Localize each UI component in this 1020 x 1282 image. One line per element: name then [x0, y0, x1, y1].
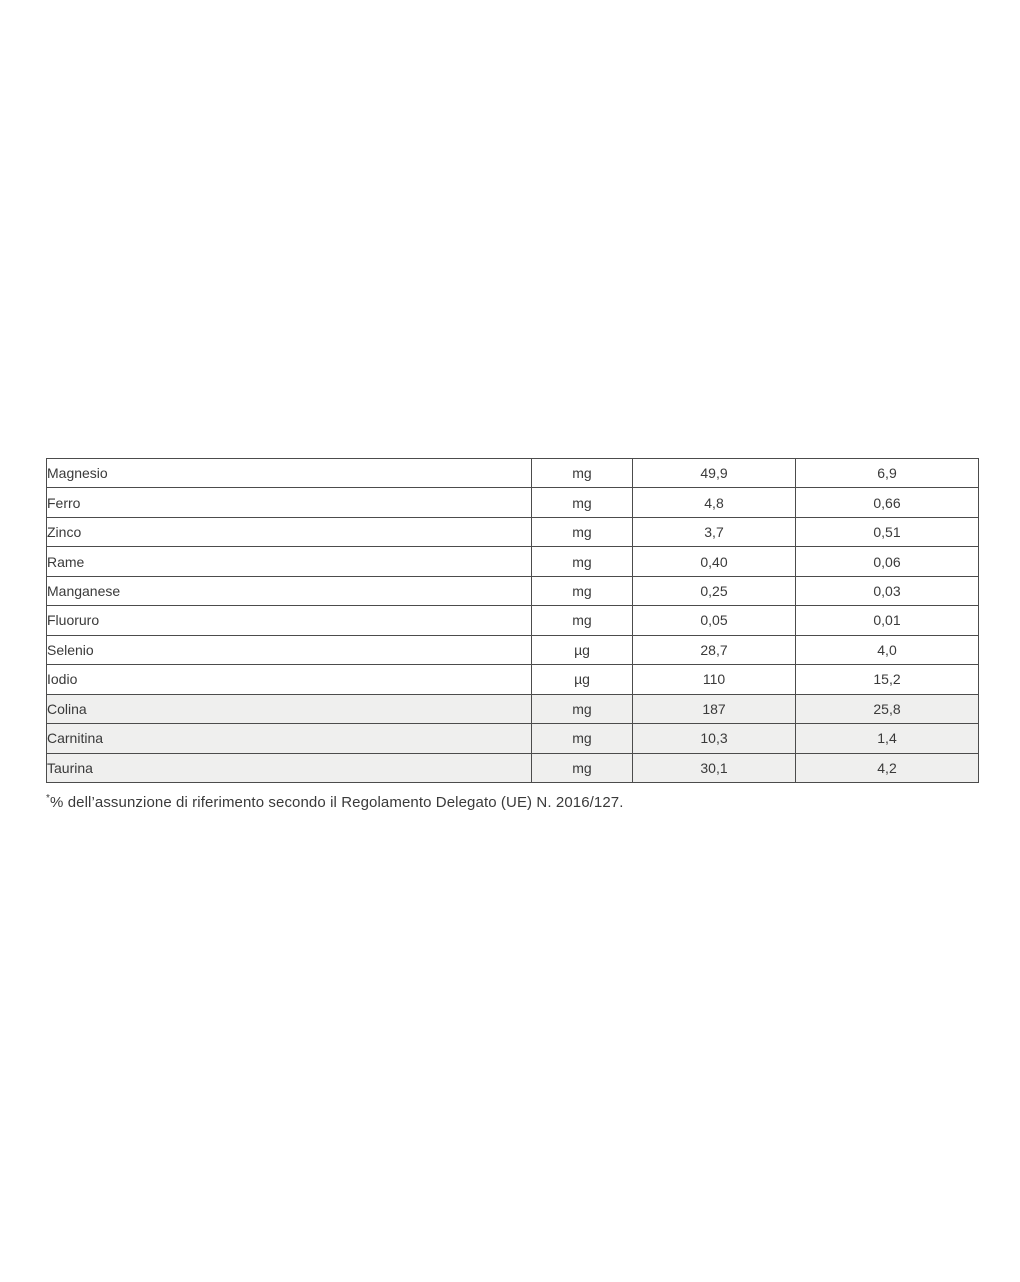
percent-cell: 0,01 — [796, 606, 979, 635]
amount-cell: 4,8 — [633, 488, 796, 517]
unit-cell: mg — [532, 547, 633, 576]
amount-cell: 187 — [633, 694, 796, 723]
nutrient-name-cell: Manganese — [47, 576, 532, 605]
unit-cell: µg — [532, 635, 633, 664]
table-row — [47, 635, 979, 664]
unit-cell: mg — [532, 517, 633, 546]
amount-cell: 49,9 — [633, 459, 796, 488]
nutrition-table — [46, 458, 979, 783]
nutrient-name-cell: Colina — [47, 694, 532, 723]
unit-cell: mg — [532, 724, 633, 753]
percent-cell: 15,2 — [796, 665, 979, 694]
amount-cell: 30,1 — [633, 753, 796, 782]
table-row — [47, 694, 979, 723]
table-row — [47, 606, 979, 635]
table-row — [47, 488, 979, 517]
table-row — [47, 547, 979, 576]
nutrient-name-cell: Ferro — [47, 488, 532, 517]
amount-cell: 28,7 — [633, 635, 796, 664]
percent-cell: 0,06 — [796, 547, 979, 576]
unit-cell: mg — [532, 753, 633, 782]
amount-cell: 0,25 — [633, 576, 796, 605]
footnote — [46, 794, 624, 811]
amount-cell: 0,40 — [633, 547, 796, 576]
percent-cell: 0,51 — [796, 517, 979, 546]
footnote-text: % dell’assunzione di riferimento secondo il Regolamento Delegato (UE) N. 2016/127. — [50, 794, 624, 811]
table-row — [47, 753, 979, 782]
unit-cell: mg — [532, 576, 633, 605]
unit-cell: mg — [532, 694, 633, 723]
amount-cell: 10,3 — [633, 724, 796, 753]
percent-cell: 4,2 — [796, 753, 979, 782]
table-row — [47, 665, 979, 694]
table-row — [47, 459, 979, 488]
amount-cell: 110 — [633, 665, 796, 694]
percent-cell: 4,0 — [796, 635, 979, 664]
nutrient-name-cell: Iodio — [47, 665, 532, 694]
nutrient-name-cell: Selenio — [47, 635, 532, 664]
unit-cell: mg — [532, 459, 633, 488]
unit-cell: µg — [532, 665, 633, 694]
nutrient-name-cell: Magnesio — [47, 459, 532, 488]
percent-cell: 1,4 — [796, 724, 979, 753]
amount-cell: 0,05 — [633, 606, 796, 635]
nutrient-name-cell: Taurina — [47, 753, 532, 782]
table-row — [47, 517, 979, 546]
unit-cell: mg — [532, 606, 633, 635]
nutrient-name-cell: Carnitina — [47, 724, 532, 753]
percent-cell: 0,66 — [796, 488, 979, 517]
amount-cell: 3,7 — [633, 517, 796, 546]
footnote-marker: * — [46, 793, 50, 804]
nutrient-name-cell: Zinco — [47, 517, 532, 546]
nutrient-name-cell: Fluoruro — [47, 606, 532, 635]
percent-cell: 6,9 — [796, 459, 979, 488]
unit-cell: mg — [532, 488, 633, 517]
table-row — [47, 576, 979, 605]
table-row — [47, 724, 979, 753]
nutrient-name-cell: Rame — [47, 547, 532, 576]
percent-cell: 25,8 — [796, 694, 979, 723]
percent-cell: 0,03 — [796, 576, 979, 605]
